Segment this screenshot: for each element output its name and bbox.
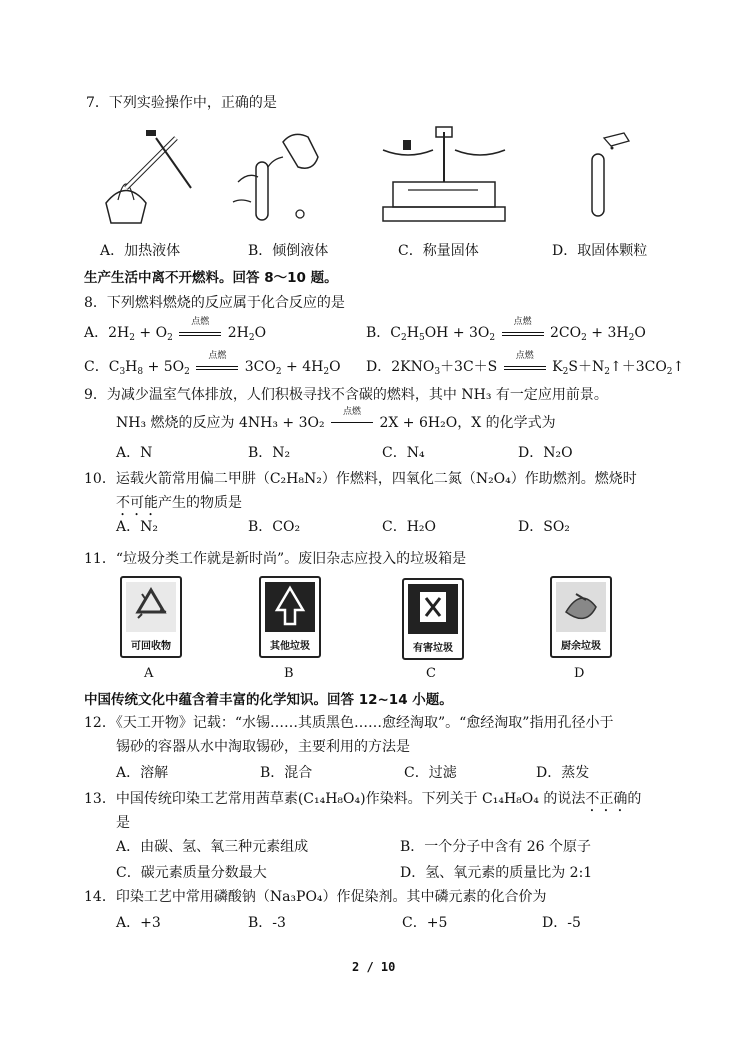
q10-line2: 不可能产生的物质是: [116, 495, 242, 511]
q13-option-a: A．由碳、氢、氧三种元素组成: [116, 839, 309, 855]
q14-stem: 14．印染工艺中常用磷酸钠（Na₃PO₄）作促染剂。其中磷元素的化合价为: [84, 889, 547, 905]
recycle-icon: [126, 582, 176, 632]
q9-option-c: C．N₄: [382, 445, 425, 461]
q13-line1: 13．中国传统印染工艺常用茜草素(C₁₄H₈O₄)作染料。下列关于 C₁₄H₈O₄ 的说法不正确的: [84, 791, 642, 807]
q14-option-c: C．+5: [402, 915, 448, 931]
q11-letter-c: C: [426, 666, 436, 681]
q10-line1: 10．运载火箭常用偏二甲肼（C₂H₈N₂）作燃料，四氧化二氮（N₂O₄）作助燃剂。燃烧时: [84, 471, 637, 487]
q10-option-a: A．N₂: [116, 519, 158, 535]
hazardous-waste-icon: [408, 584, 458, 634]
q13-option-c: C．碳元素质量分数最大: [116, 865, 267, 881]
heating-liquid-illustration: [96, 118, 196, 228]
q12-option-d: D．蒸发: [536, 765, 590, 781]
q13-option-b: B．一个分子中含有 26 个原子: [400, 839, 592, 855]
hazardous-waste-bin: [402, 578, 464, 660]
q9-line1: 9．为减少温室气体排放，人们积极寻找不含碳的燃料，其中 NH₃ 有一定应用前景。: [84, 387, 608, 403]
q12-option-b: B．混合: [260, 765, 313, 781]
bin-label-other: 其他垃圾: [270, 641, 310, 652]
solid-particle-illustration: [584, 126, 634, 221]
bin-label-kitchen: 厨余垃圾: [561, 641, 601, 652]
q11-letter-a: A: [144, 666, 154, 681]
q7-stem: 7．下列实验操作中，正确的是: [86, 95, 277, 111]
page-number: 2 / 10: [352, 960, 396, 974]
other-waste-icon: [265, 582, 315, 632]
q10-option-d: D．SO₂: [518, 519, 570, 535]
q14-option-d: D．-5: [542, 915, 581, 931]
q12-option-a: A．溶解: [116, 765, 169, 781]
q12-option-c: C．过滤: [404, 765, 457, 781]
q11-letter-b: B: [284, 666, 294, 681]
q13-line2: 是: [116, 815, 130, 831]
q7-option-b: B．倾倒液体: [248, 243, 329, 259]
q8-option-b: B．$C_2H_5OH + 3O_2$ 点燃 $2CO_2 + 3H_2O$: [366, 317, 646, 343]
kitchen-waste-icon: [556, 582, 606, 632]
q9-option-d: D．N₂O: [518, 445, 573, 461]
section-heading-fuel: 生产生活中离不开燃料。回答 8～10 题。: [84, 270, 338, 286]
q10-option-c: C．H₂O: [382, 519, 437, 535]
q10-option-b: B．CO₂: [248, 519, 301, 535]
q7-option-d: D．取固体颗粒: [552, 243, 648, 259]
q12-line2: 锡砂的容器从水中淘取锡砂，主要利用的方法是: [116, 739, 410, 755]
q14-option-b: B．-3: [248, 915, 286, 931]
q9-option-b: B．N₂: [248, 445, 291, 461]
q12-line1: 12．《天工开物》记载：“水锡……其质黑色……愈经淘取”。“愈经淘取”指用孔径小于: [84, 715, 614, 731]
pouring-liquid-illustration: [228, 122, 328, 227]
q9-line2: NH₃ 燃烧的反应为 4NH₃ + 3O₂ 点燃 2X + 6H₂O，X 的化学式为: [116, 407, 556, 431]
kitchen-waste-bin: [550, 576, 612, 658]
other-waste-bin: [259, 576, 321, 658]
q8-stem: 8．下列燃料燃烧的反应属于化合反应的是: [84, 295, 345, 311]
section-heading-culture: 中国传统文化中蕴含着丰富的化学知识。回答 12~14 小题。: [84, 692, 453, 708]
q14-option-a: A．+3: [116, 915, 161, 931]
q11-stem: 11．“垃圾分类工作就是新时尚”。废旧杂志应投入的垃圾箱是: [84, 551, 467, 567]
q9-option-a: A．N: [116, 445, 153, 461]
q7-option-c: C．称量固体: [398, 243, 479, 259]
q8-option-a: A．$2H_2 + O_2$ 点燃 $2H_2O$: [84, 317, 267, 343]
q8-option-d: D．$2KNO_3+3C+S$ 点燃 $K_2S+N_2↑+3CO_2↑$: [366, 351, 685, 377]
recyclable-bin: [120, 576, 182, 658]
bin-label-recyclable: 可回收物: [131, 641, 171, 652]
balance-illustration: [378, 122, 510, 224]
q7-option-a: A．加热液体: [100, 243, 181, 259]
q11-letter-d: D: [574, 666, 585, 681]
q13-option-d: D．氢、氧元素的质量比为 2:1: [400, 865, 593, 881]
q8-option-c: C．$C_3H_8 + 5O_2$ 点燃 $3CO_2 + 4H_2O$: [84, 351, 341, 377]
bin-label-hazardous: 有害垃圾: [413, 643, 453, 654]
